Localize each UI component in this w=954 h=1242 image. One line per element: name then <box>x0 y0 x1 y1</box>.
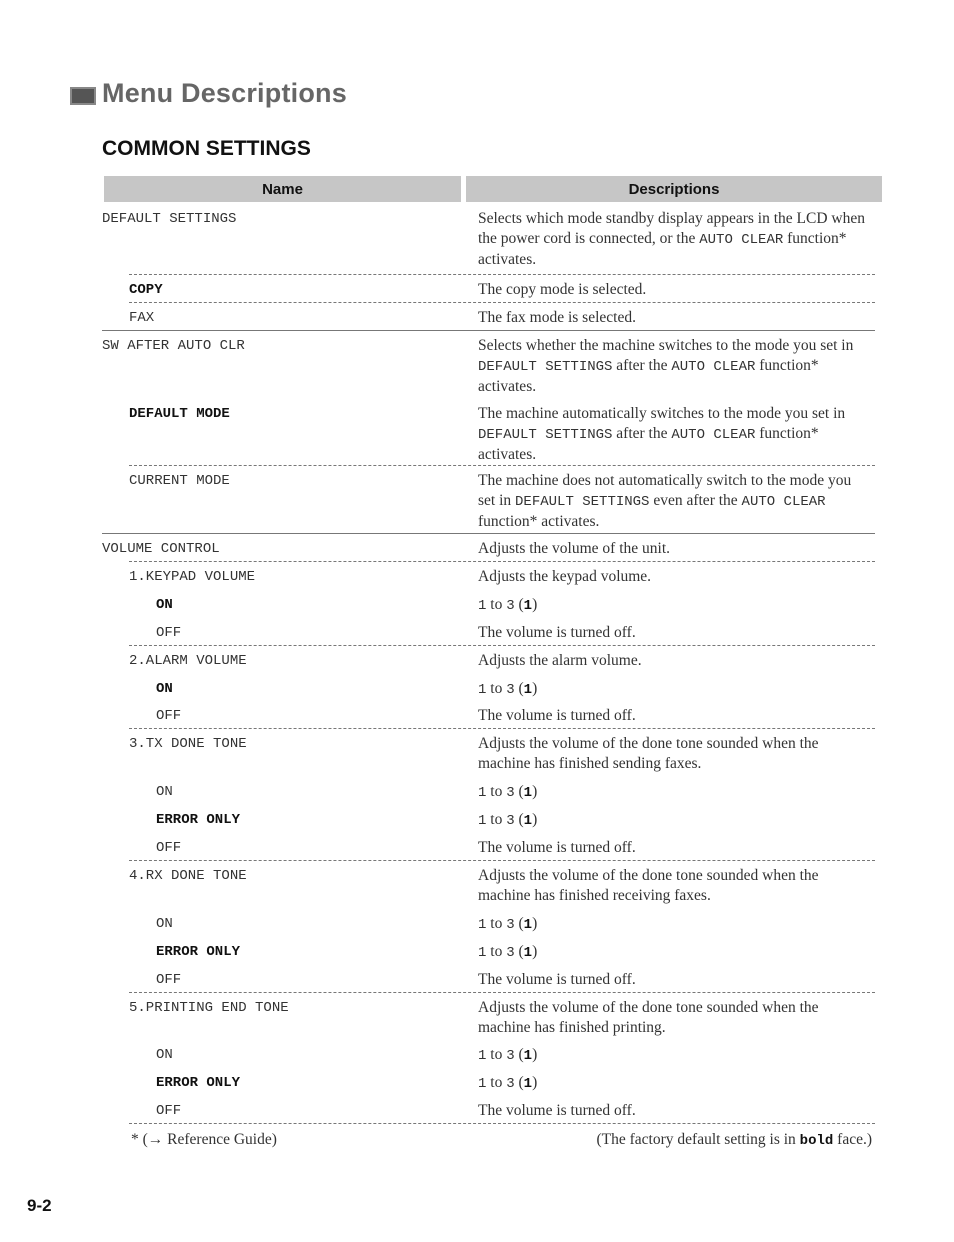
setting-name: 4.RX DONE TONE <box>129 868 247 884</box>
setting-description: Adjusts the alarm volume. <box>478 652 642 669</box>
setting-name: SW AFTER AUTO CLR <box>102 338 245 354</box>
row-separator <box>129 274 875 275</box>
setting-description: 1 to 3 (1) <box>478 915 538 933</box>
setting-name: OFF <box>156 972 182 988</box>
row-separator <box>129 992 875 993</box>
setting-name: ERROR ONLY <box>156 1075 241 1091</box>
column-header-descriptions: Descriptions <box>466 176 882 202</box>
setting-description: Adjusts the volume of the done tone sounded when the machine has finished receiving faxes. <box>478 867 819 904</box>
setting-description: 1 to 3 (1) <box>478 680 538 698</box>
page-number: 9-2 <box>27 1196 52 1215</box>
setting-name: ON <box>156 916 173 932</box>
setting-description: 1 to 3 (1) <box>478 783 538 801</box>
setting-name: OFF <box>156 625 182 641</box>
footnote: * (→ Reference Guide) <box>131 1131 277 1148</box>
setting-description: The copy mode is selected. <box>478 281 647 298</box>
setting-name: 3.TX DONE TONE <box>129 736 247 752</box>
setting-name: VOLUME CONTROL <box>102 541 220 557</box>
row-separator <box>129 860 875 861</box>
column-header-name: Name <box>104 176 461 202</box>
setting-description: 1 to 3 (1) <box>478 1046 538 1064</box>
setting-name: OFF <box>156 708 182 724</box>
setting-name: ON <box>156 1047 173 1063</box>
row-separator <box>129 1123 875 1124</box>
row-separator <box>102 533 875 534</box>
setting-name: DEFAULT SETTINGS <box>102 211 237 227</box>
setting-description: The volume is turned off. <box>478 624 636 641</box>
row-separator <box>129 645 875 646</box>
setting-description: Adjusts the volume of the done tone sounded when the machine has finished printing. <box>478 999 819 1036</box>
setting-name: 5.PRINTING END TONE <box>129 1000 289 1016</box>
setting-description: 1 to 3 (1) <box>478 943 538 961</box>
setting-name: 2.ALARM VOLUME <box>129 653 247 669</box>
setting-description: The volume is turned off. <box>478 707 636 724</box>
setting-description: The machine automatically switches to the mode you set in DEFAULT SETTINGS after the AUTO CLEAR function* activates. <box>478 405 846 463</box>
setting-name: COPY <box>129 282 163 298</box>
setting-description: 1 to 3 (1) <box>478 1074 538 1092</box>
setting-name: DEFAULT MODE <box>129 406 230 422</box>
setting-description: The volume is turned off. <box>478 839 636 856</box>
setting-description: The machine does not automatically switch to the mode you set in DEFAULT SETTINGS even after the AUTO CLEAR function* activates. <box>478 472 852 530</box>
setting-name: ON <box>156 784 173 800</box>
setting-description: Selects whether the machine switches to the mode you set in DEFAULT SETTINGS after the AUTO CLEAR function* activates. <box>478 337 854 395</box>
setting-name: ERROR ONLY <box>156 812 241 828</box>
setting-name: CURRENT MODE <box>129 473 230 489</box>
setting-name: OFF <box>156 840 182 856</box>
setting-description: 1 to 3 (1) <box>478 596 538 614</box>
setting-name: OFF <box>156 1103 182 1119</box>
setting-description: Adjusts the volume of the unit. <box>478 540 671 557</box>
setting-description: 1 to 3 (1) <box>478 811 538 829</box>
row-separator <box>129 302 875 303</box>
setting-description: The fax mode is selected. <box>478 309 636 326</box>
setting-description: Adjusts the volume of the done tone sounded when the machine has finished sending faxes. <box>478 735 819 772</box>
setting-name: 1.KEYPAD VOLUME <box>129 569 256 585</box>
setting-name: ERROR ONLY <box>156 944 241 960</box>
row-separator <box>102 330 875 331</box>
setting-name: ON <box>156 597 173 613</box>
page-title: Menu Descriptions <box>102 78 347 108</box>
setting-description: The volume is turned off. <box>478 1102 636 1119</box>
factory-default-note: (The factory default setting is in bold face.) <box>596 1131 872 1149</box>
setting-name: ON <box>156 681 173 697</box>
row-separator <box>129 561 875 562</box>
row-separator <box>129 728 875 729</box>
setting-description: Selects which mode standby display appears in the LCD when the power cord is connected, or the AUTO CLEAR function* activates. <box>478 210 865 268</box>
setting-description: Adjusts the keypad volume. <box>478 568 652 585</box>
row-separator <box>129 465 875 466</box>
section-title: COMMON SETTINGS <box>102 137 311 160</box>
setting-description: The volume is turned off. <box>478 971 636 988</box>
setting-name: FAX <box>129 310 155 326</box>
